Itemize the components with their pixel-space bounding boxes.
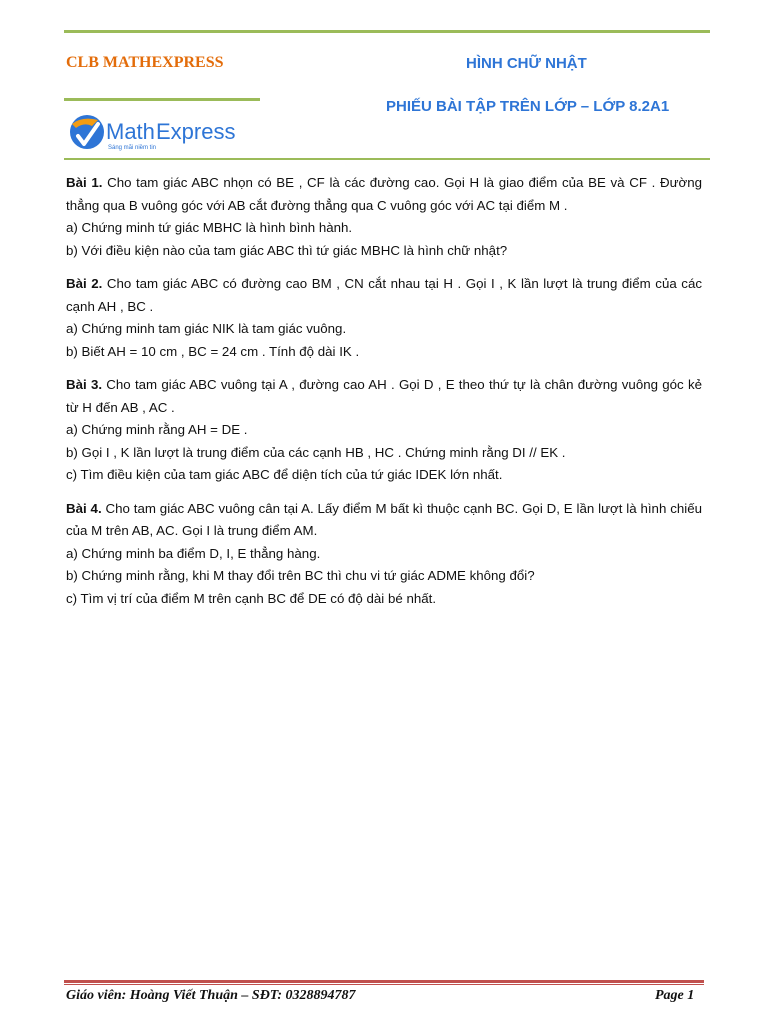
page-number: Page 1 <box>655 988 695 1003</box>
problem-label: Bài 3. <box>66 377 103 392</box>
problem-statement <box>66 498 702 543</box>
problem-text: Cho tam giác ABC vuông cân tại A. Lấy điểm M bất kì thuộc cạnh BC. Gọi D, E lần lượt là hình chiếu của M trên AB, AC. Gọi I là trung điểm AM. <box>66 500 703 538</box>
problem-label: Bài 4. <box>66 500 102 516</box>
worksheet-title: HÌNH CHỮ NHẬT <box>466 55 587 72</box>
problem-1 <box>66 172 702 262</box>
header-bottom-rule <box>64 158 710 160</box>
logo-name-part2: Express <box>156 119 236 144</box>
mathexpress-logo <box>68 110 248 154</box>
problem-2 <box>66 273 702 363</box>
header-mid-rule <box>64 98 260 101</box>
header-top-rule <box>64 30 710 33</box>
problem-part: a) Chứng minh ba điểm D, I, E thẳng hàng. <box>66 545 321 561</box>
problem-part: c) Tìm điều kiện của tam giác ABC để diện tích của tứ giác IDEK lớn nhất. <box>66 467 503 482</box>
problem-statement <box>66 374 702 419</box>
problem-list <box>66 172 702 621</box>
problem-3 <box>66 374 702 487</box>
problem-part: b) Với điều kiện nào của tam giác ABC thì tứ giác MBHC là hình chữ nhật? <box>66 242 508 258</box>
logo-mark-icon <box>68 110 248 154</box>
problem-text: Cho tam giác ABC nhọn có BE , CF là các đường cao. Gọi H là giao điểm của BE và CF . Đường thẳng qua B vuông góc với AB cắt đường thẳng qua C vuông góc với AC tại điểm M . <box>66 175 702 213</box>
problem-4 <box>66 498 702 611</box>
problem-statement <box>66 172 702 217</box>
problem-part: c) Tìm vị trí của điểm M trên cạnh BC để DE có độ dài bé nhất. <box>66 590 437 606</box>
logo-name-part1: Math <box>106 119 155 144</box>
problem-text: Cho tam giác ABC vuông tại A , đường cao AH . Gọi D , E theo thứ tự là chân đường vuông góc kẻ từ H đến AB , AC . <box>66 377 703 415</box>
problem-part: b) Chứng minh rằng, khi M thay đổi trên BC thì chu vi tứ giác ADME không đổi? <box>66 568 535 583</box>
problem-label: Bài 2. <box>66 276 103 291</box>
problem-text: Cho tam giác ABC có đường cao BM , CN cắt nhau tại H . Gọi I , K lần lượt là trung điểm của các cạnh AH , BC . <box>66 276 702 314</box>
problem-label: Bài 1. <box>66 175 103 190</box>
worksheet-subtitle: PHIẾU BÀI TẬP TRÊN LỚP – LỚP 8.2A1 <box>386 98 670 115</box>
footer-teacher: Giáo viên: Hoàng Viết Thuận – SĐT: 0328894787 <box>66 988 356 1003</box>
footer-rule-thin <box>64 984 704 985</box>
problem-part: b) Biết AH = 10 cm , BC = 24 cm . Tính độ dài IK . <box>66 343 360 359</box>
problem-part: b) Gọi I , K lần lượt là trung điểm của các cạnh HB , HC . Chứng minh rằng DI // EK . <box>66 444 566 460</box>
problem-part: a) Chứng minh tứ giác MBHC là hình bình hành. <box>66 220 353 235</box>
problem-statement <box>66 273 702 318</box>
problem-part: a) Chứng minh tam giác NIK là tam giác vuông. <box>66 321 347 336</box>
logo-tagline: Sáng mãi niềm tin <box>108 145 157 151</box>
club-name: CLB MATHEXPRESS <box>66 54 224 71</box>
problem-part: a) Chứng minh rằng AH = DE . <box>66 422 248 437</box>
footer-rule <box>64 980 704 983</box>
